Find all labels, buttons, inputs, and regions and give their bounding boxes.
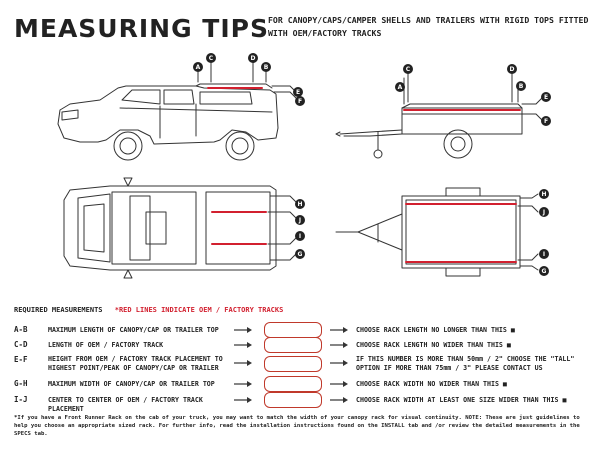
arrow-right-icon (328, 379, 350, 389)
measurement-row-i-j (0, 392, 600, 414)
arrow-right-icon (328, 395, 350, 405)
arrow-right-icon (232, 395, 254, 405)
measurement-input-box[interactable] (264, 356, 322, 372)
required-heading-text: REQUIRED MEASUREMENTS (14, 306, 103, 314)
red-lines-note: *RED LINES INDICATE OEM / FACTORY TRACKS (114, 306, 284, 314)
row-code: A-B (14, 325, 28, 334)
marker-top-trailer-J (539, 207, 549, 217)
marker-top-trailer-G (539, 266, 549, 276)
trailer-side-view (336, 70, 542, 158)
row-description: LENGTH OF OEM / FACTORY TRACK (48, 341, 164, 349)
subtitle-line-2: WITH OEM/FACTORY TRACKS (268, 28, 382, 38)
marker-trailer-B (516, 81, 526, 91)
marker-truck-C (206, 53, 216, 63)
required-measurements-heading (14, 306, 283, 314)
marker-top-truck-I-text: I (298, 233, 302, 241)
row-result: CHOOSE RACK WIDTH NO WIDER THAN THIS ■ (356, 380, 507, 388)
footnote: *If you have a Front Runner Rack on the cab of your truck, you may want to match the width of your canopy rack for visual continuity. NOTE: These are just guidelines to help you choose an appropriate sized rack. For further info, read the installation instructions found on the INSTALL tab and /or review the detailed measurements in the SPECS tab. (14, 415, 580, 437)
marker-trailer-D-text: D (509, 66, 515, 74)
marker-trailer-C (403, 64, 413, 74)
row-result-text: CHOOSE RACK LENGTH NO LONGER THAN THIS (356, 326, 507, 334)
marker-top-trailer-J-text: J (542, 209, 546, 217)
marker-trailer-C-text: C (405, 66, 411, 74)
marker-trailer-B-text: B (518, 83, 524, 91)
row-result-text: CHOOSE RACK WIDTH NO WIDER THAN THIS (356, 380, 499, 388)
row-description: MAXIMUM WIDTH OF CANOPY/CAP OR TRAILER TOP (48, 380, 215, 388)
marker-top-trailer-G-text: G (541, 268, 547, 276)
row-code: C-D (14, 340, 28, 349)
measurement-input-box[interactable] (264, 322, 322, 338)
measurement-input-box[interactable] (264, 392, 322, 408)
row-result: IF THIS NUMBER IS MORE THAN 50mm / 2" CHOOSE THE "TALL" OPTION IF MORE THAN 75mm / 3" PLEASE CONTACT US (356, 355, 575, 372)
marker-top-truck-G-text: G (297, 251, 303, 259)
marker-top-truck-J (295, 215, 305, 225)
row-description: HEIGHT FROM OEM / FACTORY TRACK PLACEMENT TO HIGHEST POINT/PEAK OF CANOPY/CAP OR TRAILER (48, 355, 223, 372)
marker-top-trailer-I (539, 249, 549, 259)
trailer-top-view (336, 188, 538, 276)
label-markers (193, 53, 551, 276)
marker-top-truck-H (295, 199, 305, 209)
row-description: MAXIMUM LENGTH OF CANOPY/CAP OR TRAILER TOP (48, 326, 219, 334)
marker-top-truck-G (295, 249, 305, 259)
marker-top-truck-J-text: J (298, 217, 302, 225)
marker-top-trailer-H (539, 189, 549, 199)
marker-truck-E-text: E (295, 89, 301, 97)
arrow-right-icon (328, 325, 350, 335)
row-result: CHOOSE RACK WIDTH AT LEAST ONE SIZE WIDER THAN THIS ■ (356, 396, 567, 404)
row-code: I-J (14, 395, 28, 404)
row-result: CHOOSE RACK LENGTH NO WIDER THAN THIS ■ (356, 341, 511, 349)
arrow-right-icon (328, 358, 350, 368)
marker-truck-F (295, 96, 305, 106)
row-code: E-F (14, 355, 28, 364)
marker-truck-B-text: B (263, 64, 269, 72)
subtitle-line-1: FOR CANOPY/CAPS/CAMPER SHELLS AND TRAILERS WITH RIGID TOPS FITTED (268, 15, 589, 25)
marker-trailer-D (507, 64, 517, 74)
marker-trailer-F (541, 116, 551, 126)
measurement-input-box[interactable] (264, 376, 322, 392)
arrow-right-icon (232, 379, 254, 389)
truck-side-view (58, 62, 301, 160)
marker-top-truck-I (295, 231, 305, 241)
measurement-input-box[interactable] (264, 337, 322, 353)
marker-trailer-E-text: E (543, 94, 549, 102)
marker-trailer-E (541, 92, 551, 102)
marker-truck-A (193, 62, 203, 72)
marker-trailer-F-text: F (543, 118, 549, 126)
marker-truck-B (261, 62, 271, 72)
marker-truck-A-text: A (195, 64, 201, 72)
marker-trailer-A (395, 82, 405, 92)
marker-truck-F-text: F (297, 98, 303, 106)
arrow-right-icon (232, 325, 254, 335)
marker-trailer-A-text: A (397, 84, 403, 92)
truck-top-view (64, 178, 296, 278)
marker-truck-D-text: D (250, 55, 256, 63)
marker-top-trailer-H-text: H (541, 191, 547, 199)
marker-truck-D (248, 53, 258, 63)
arrow-right-icon (232, 358, 254, 368)
marker-truck-E (293, 87, 303, 97)
row-result-text: CHOOSE RACK LENGTH NO WIDER THAN THIS (356, 341, 503, 349)
row-result-text: CHOOSE RACK WIDTH AT LEAST ONE SIZE WIDER THAN THIS (356, 396, 559, 404)
row-description: CENTER TO CENTER OF OEM / FACTORY TRACK PLACEMENT (48, 396, 203, 413)
marker-top-truck-H-text: H (297, 201, 303, 209)
page-title: MEASURING TIPS (14, 14, 269, 43)
row-code: G-H (14, 379, 28, 388)
row-result: CHOOSE RACK LENGTH NO LONGER THAN THIS ■ (356, 326, 515, 334)
arrow-right-icon (328, 340, 350, 350)
marker-truck-C-text: C (208, 55, 214, 63)
arrow-right-icon (232, 340, 254, 350)
marker-top-trailer-I-text: I (542, 251, 546, 259)
